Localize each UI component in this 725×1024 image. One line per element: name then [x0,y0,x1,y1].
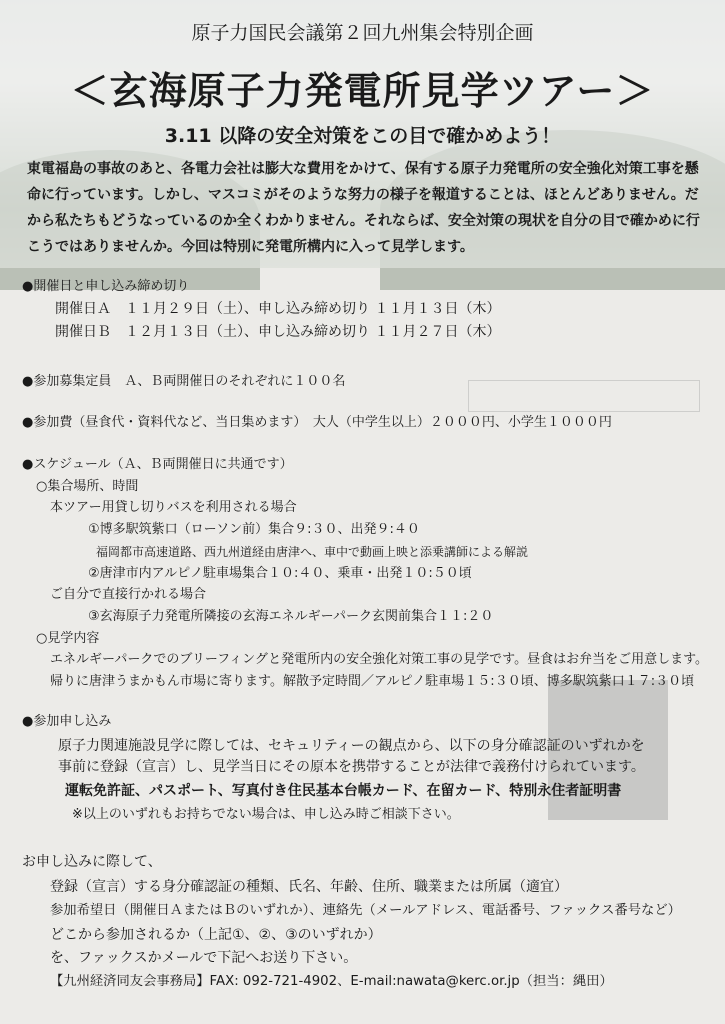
instruction-line-1: 登録（宣言）する身分確認証の種類、氏名、年齢、住所、職業または所属（適宜） [50,879,568,895]
date-a: 開催日Ａ １１月２９日（土）、申し込み締め切り １１月１３日（木） [55,301,501,317]
stop-1-note: 福岡都市高速道路、西九州道経由唐津へ、車中で動画上映と添乗講師による解説 [96,545,529,559]
stop-3: ③玄海原子力発電所隣接の玄海エネルギーパーク玄関前集合１１:２０ [88,609,494,624]
bleed-through-shape [468,380,700,412]
page-title: ＜玄海原子力発電所見学ツアー＞ [70,69,655,113]
capacity-text: ●参加募集定員 Ａ、Ｂ両開催日のそれぞれに１００名 [22,374,346,389]
content-line-2: 帰りに唐津うまかもん市場に寄ります。解散予定時間／アルピノ駐車場１５:３０頃、博多駅筑紫口１７:３０頃 [50,674,695,689]
application-heading: ●参加申し込み [22,714,112,729]
meeting-heading: ○集合場所、時間 [36,479,139,494]
date-b: 開催日Ｂ １２月１３日（土）、申し込み締め切り １１月２７日（木） [55,324,501,340]
instruction-line-2: 参加希望日（開催日ＡまたはＢのいずれか）、連絡先（メールアドレス、電話番号、ファックス番号など） [50,903,681,918]
tagline: 3.11 以降の安全対策をこの目で確かめよう！ [164,125,561,147]
content-heading: ○見学内容 [36,631,100,646]
event-subtitle: 原子力国民会議第２回九州集会特別企画 [191,22,534,44]
application-p2: 事前に登録（宣言）し、見学当日にその原本を携帯することが法律で義務付けられています。 [58,759,645,775]
content-line-1: エネルギーパークでのブリーフィングと発電所内の安全強化対策工事の見学です。昼食はお弁当をご用意します。 [50,652,709,667]
intro-paragraph: 東電福島の事故のあと、各電力会社は膨大な費用をかけて、保有する原子力発電所の安全強化対策工事を懸命に行っています。しかし、マスコミがそのような努力の様子を報道することは、ほとんどありません。だから私たちもどうなっているのか全くわかりません。それならば、安全対策の現状を自分の目で確かめに行こうではありませんか。今回は特別に発電所構内に入って見学します。 [27,161,700,255]
application-p1: 原子力関連施設見学に際しては、セキュリティーの観点から、以下の身分確認証のいずれかを [58,738,645,754]
dates-heading: ●開催日と申し込み締め切り [22,279,190,294]
instruction-line-3: どこから参加されるか（上記①、②、③のいずれか） [50,927,382,943]
instruction-line-4: を、ファックスかメールで下記へお送り下さい。 [50,950,358,966]
schedule-heading: ●スケジュール（Ａ、Ｂ両開催日に共通です） [22,457,293,472]
id-document-list: 運転免許証、パスポート、写真付き住民基本台帳カード、在留カード、特別永住者証明書 [65,783,622,799]
application-note: ※以上のいずれもお持ちでない場合は、申し込み時ご相談下さい。 [72,807,460,822]
stop-2: ②唐津市内アルピノ駐車場集合１０:４０、乗車・出発１０:５０頃 [88,566,472,581]
instructions-intro: お申し込みに際して、 [22,854,162,870]
fee-text: ●参加費（昼食代・資料代など、当日集めます） 大人（中学生以上）２０００円、小学生１０００円 [22,415,612,430]
stop-1: ①博多駅筑紫口（ローソン前）集合９:３０、出発９:４０ [88,522,420,537]
bus-intro: 本ツアー用貸し切りバスを利用される場合 [50,500,297,515]
car-intro: ご自分で直接行かれる場合 [50,587,207,602]
contact-info: 【九州経済同友会事務局】FAX: 092-721-4902、E-mail:nawata@kerc.or.jp（担当：縄田） [50,974,613,989]
